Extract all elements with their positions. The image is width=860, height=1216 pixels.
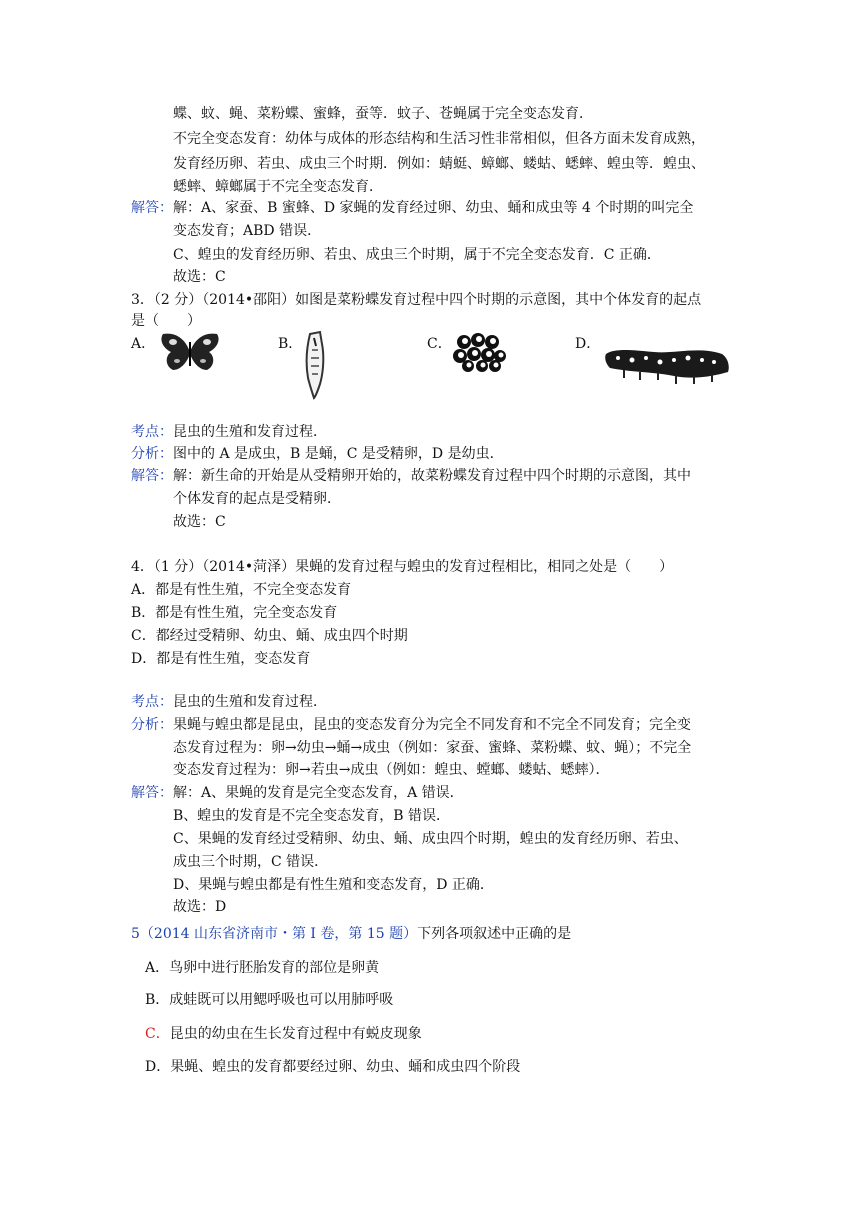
q2-analysis-line-3: 发育经历卵、若虫、成虫三个时期．例如：蜻蜓、蟑螂、蝼蛄、蟋蟀、蝗虫等．蝗虫、 [173, 156, 705, 172]
q3-kaodian-label: 考点： [131, 424, 173, 440]
q3-answer-line-1: 解：新生命的开始是从受精卵开始的，故菜粉蝶发育过程中四个时期的示意图，其中 [173, 468, 691, 484]
q2-analysis-line-4: 蟋蟀、蟑螂属于不完全变态发育． [173, 179, 383, 195]
q5-option-a: A．鸟卵中进行胚胎发育的部位是卵黄 [145, 960, 380, 976]
q4-fenxi-label: 分析： [131, 717, 173, 733]
q3-option-c-label: C． [427, 336, 452, 352]
q4-answer-line-6: 故选：D [173, 899, 227, 915]
q5-source: 5（2014 山东省济南市・第 I 卷，第 15 题） [131, 926, 418, 942]
q3-answer-line-3: 故选：C [173, 514, 226, 530]
q5-option-b: B．成蛙既可以用鳃呼吸也可以用肺呼吸 [145, 992, 394, 1008]
q3-answer-label: 解答： [131, 468, 173, 484]
q4-stem: 4．（1 分）（2014•菏泽）果蝇的发育过程与蝗虫的发育过程相比，相同之处是（ ） [131, 559, 674, 575]
q2-answer-line-1: 解：A、家蚕、B 蜜蜂、D 家蝇的发育经过卵、幼虫、蛹和成虫等 4 个时期的叫完全 [173, 200, 694, 216]
q3-option-a-label: A． [131, 336, 156, 352]
q5-option-d: D．果蝇、蝗虫的发育都要经过卵、幼虫、蛹和成虫四个阶段 [145, 1059, 521, 1075]
q5-option-c-text: 昆虫的幼虫在生长发育过程中有蜕皮现象 [169, 1026, 422, 1042]
q4-option-b: B．都是有性生殖，完全变态发育 [131, 605, 338, 621]
q2-answer-label: 解答： [131, 200, 173, 216]
q3-fenxi-label: 分析： [131, 446, 173, 462]
q4-option-c: C．都经过受精卵、幼虫、蛹、成虫四个时期 [131, 628, 408, 644]
eggs-image [452, 330, 508, 374]
q3-answer-line-2: 个体发育的起点是受精卵． [173, 491, 341, 507]
q3-kaodian: 昆虫的生殖和发育过程． [173, 424, 327, 440]
q4-answer-line-2: B、蝗虫的发育是不完全变态发育，B 错误． [173, 808, 451, 824]
q4-answer-line-4: 成虫三个时期，C 错误． [173, 854, 329, 870]
q4-option-a: A．都是有性生殖，不完全变态发育 [131, 582, 352, 598]
q3-option-d-label: D． [575, 336, 601, 352]
q2-answer-line-3: C、蝗虫的发育经历卵、若虫、成虫三个时期，属于不完全变态发育．C 正确． [173, 247, 661, 263]
q3-fenxi: 图中的 A 是成虫，B 是蛹，C 是受精卵，D 是幼虫． [173, 446, 504, 462]
q4-kaodian-label: 考点： [131, 694, 173, 710]
q5-option-c-letter: C． [145, 1026, 170, 1042]
pupa-image [302, 330, 328, 400]
q2-analysis-line-1: 蝶、蚊、蝇、菜粉蝶、蜜蜂，蚕等．蚊子、苍蝇属于完全变态发育． [173, 106, 593, 122]
q4-option-d: D．都是有性生殖，变态发育 [131, 651, 311, 667]
q3-option-b-label: B． [278, 336, 303, 352]
caterpillar-image [604, 336, 732, 388]
q4-answer-line-3: C、果蝇的发育经过受精卵、幼虫、蛹、成虫四个时期，蝗虫的发育经历卵、若虫、 [173, 831, 688, 847]
q4-answer-line-1: 解：A、果蝇的发育是完全变态发育，A 错误． [173, 785, 464, 801]
q5-option-c [145, 1024, 422, 1044]
q3-stem-line-1: 3．（2 分）（2014•邵阳）如图是菜粉蝶发育过程中四个时期的示意图，其中个体发育的起点 [131, 292, 702, 308]
q3-stem-line-2: 是（ ） [131, 313, 201, 329]
butterfly-image [157, 330, 223, 374]
q4-fenxi-line-1: 果蝇与蝗虫都是昆虫，昆虫的变态发育分为完全不同发育和不完全不同发育；完全变 [173, 717, 691, 733]
q2-answer-line-2: 变态发育；ABD 错误． [173, 223, 322, 239]
q4-answer-label: 解答： [131, 785, 173, 801]
q4-kaodian: 昆虫的生殖和发育过程． [173, 694, 327, 710]
q4-fenxi-line-2: 态发育过程为：卵→幼虫→蛹→成虫（例如：家蚕、蜜蜂、菜粉蝶、蚊、蝇）；不完全 [173, 740, 692, 756]
q2-analysis-line-2: 不完全变态发育：幼体与成体的形态结构和生活习性非常相似，但各方面未发育成熟， [173, 131, 705, 147]
q5-stem-line [131, 924, 571, 944]
q2-answer-line-4: 故选：C [173, 269, 226, 285]
q4-fenxi-line-3: 变态发育过程为：卵→若虫→成虫（例如：蝗虫、螳螂、蝼蛄、蟋蟀）． [173, 762, 610, 778]
q5-stem: 下列各项叙述中正确的是 [417, 926, 572, 942]
q4-answer-line-5: D、果蝇与蝗虫都是有性生殖和变态发育，D 正确． [173, 877, 494, 893]
